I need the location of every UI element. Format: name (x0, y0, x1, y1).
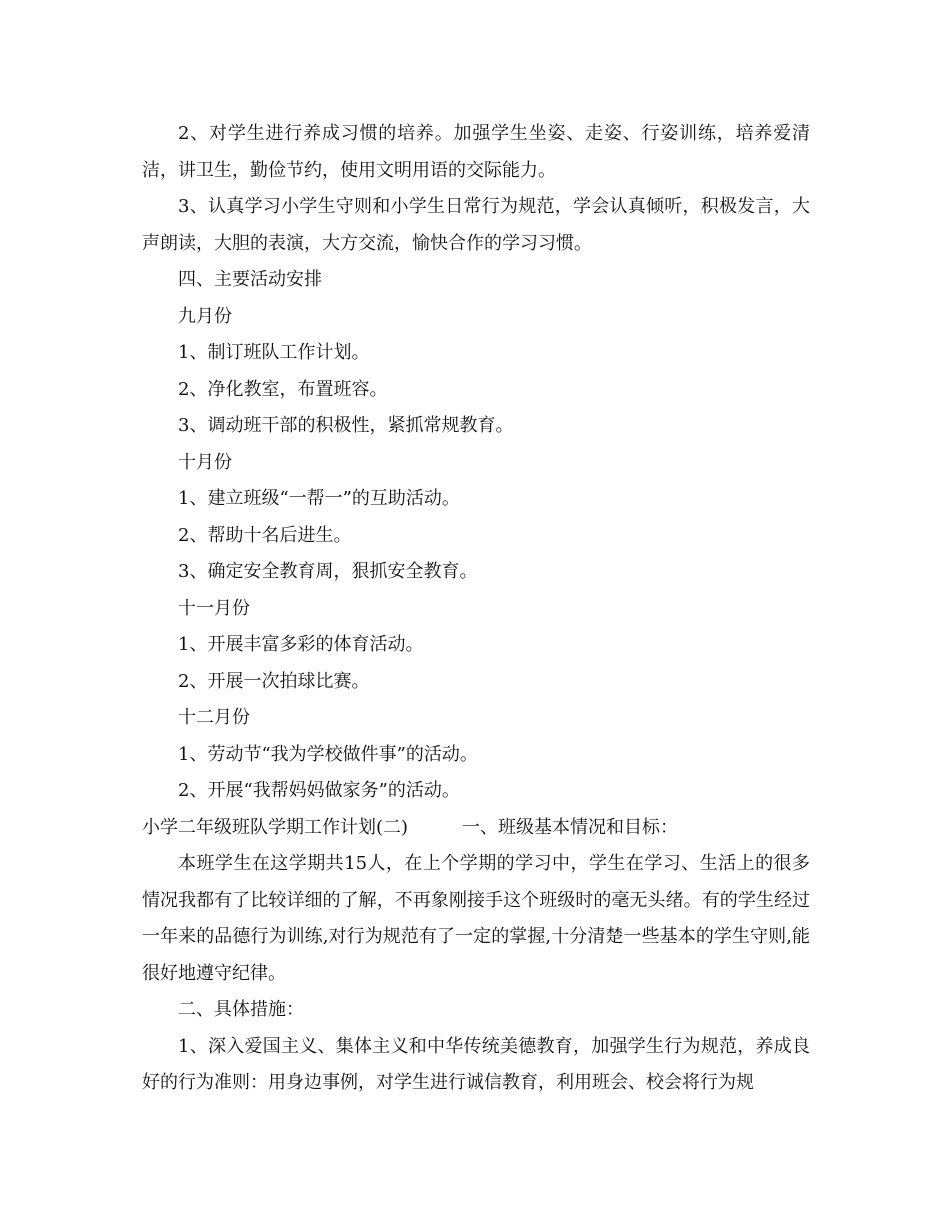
section-heading-basic-info: 一、班级基本情况和目标： (462, 816, 679, 838)
list-item: 1、开展丰富多彩的体育活动。 (178, 634, 424, 655)
section-heading-measures: 二、具体措施： (178, 999, 304, 1020)
section-heading-activities: 四、主要活动安排 (178, 269, 322, 290)
month-heading-october: 十月份 (178, 451, 232, 473)
paragraph-class-situation: 本班学生在这学期共15人，在上个学期的学习中，学生在学习、生活上的很多情况我都有了比较详细的了解，不再象刚接手这个班级时的毫无头绪。有的学生经过一年来的品德行为训练,对行为规范有了一定的掌握,十分清楚一些基本的学生守则,能很好地遵守纪律。 (142, 853, 810, 984)
list-item: 2、帮助十名后进生。 (178, 524, 352, 546)
list-item: 1、制订班队工作计划。 (178, 342, 370, 363)
paragraph-habit-training: 2、对学生进行养成习惯的培养。加强学生坐姿、走姿、行姿训练，培养爱清洁，讲卫生，勤俭节约，使用文明用语的交际能力。 (142, 123, 810, 181)
month-heading-november: 十一月份 (178, 597, 250, 619)
month-heading-december: 十二月份 (178, 707, 250, 728)
list-item: 2、开展“我帮妈妈做家务”的活动。 (178, 780, 460, 801)
list-item: 2、开展一次拍球比赛。 (178, 670, 370, 692)
document-body (142, 116, 810, 1102)
plan-title-line (142, 810, 810, 847)
paragraph-patriotism-education: 1、深入爱国主义、集体主义和中华传统美德教育，加强学生行为规范，养成良好的行为准则：用身边事例，对学生进行诚信教育，利用班会、校会将行为规 (142, 1035, 810, 1093)
list-item: 3、确定安全教育周，狠抓安全教育。 (178, 561, 478, 582)
list-item: 1、劳动节“我为学校做件事”的活动。 (178, 743, 478, 765)
list-item: 3、调动班干部的积极性，紧抓常规教育。 (178, 415, 514, 436)
paragraph-study-rules: 3、认真学习小学生守则和小学生日常行为规范，学会认真倾听，积极发言，大声朗读，大胆的表演，大方交流，愉快合作的学习习惯。 (142, 196, 810, 254)
list-item: 1、建立班级“一帮一”的互助活动。 (178, 488, 460, 509)
month-heading-september: 九月份 (178, 305, 232, 327)
plan-title: 小学二年级班队学期工作计划(二) (142, 816, 409, 838)
list-item: 2、净化教室，布置班容。 (178, 378, 388, 400)
